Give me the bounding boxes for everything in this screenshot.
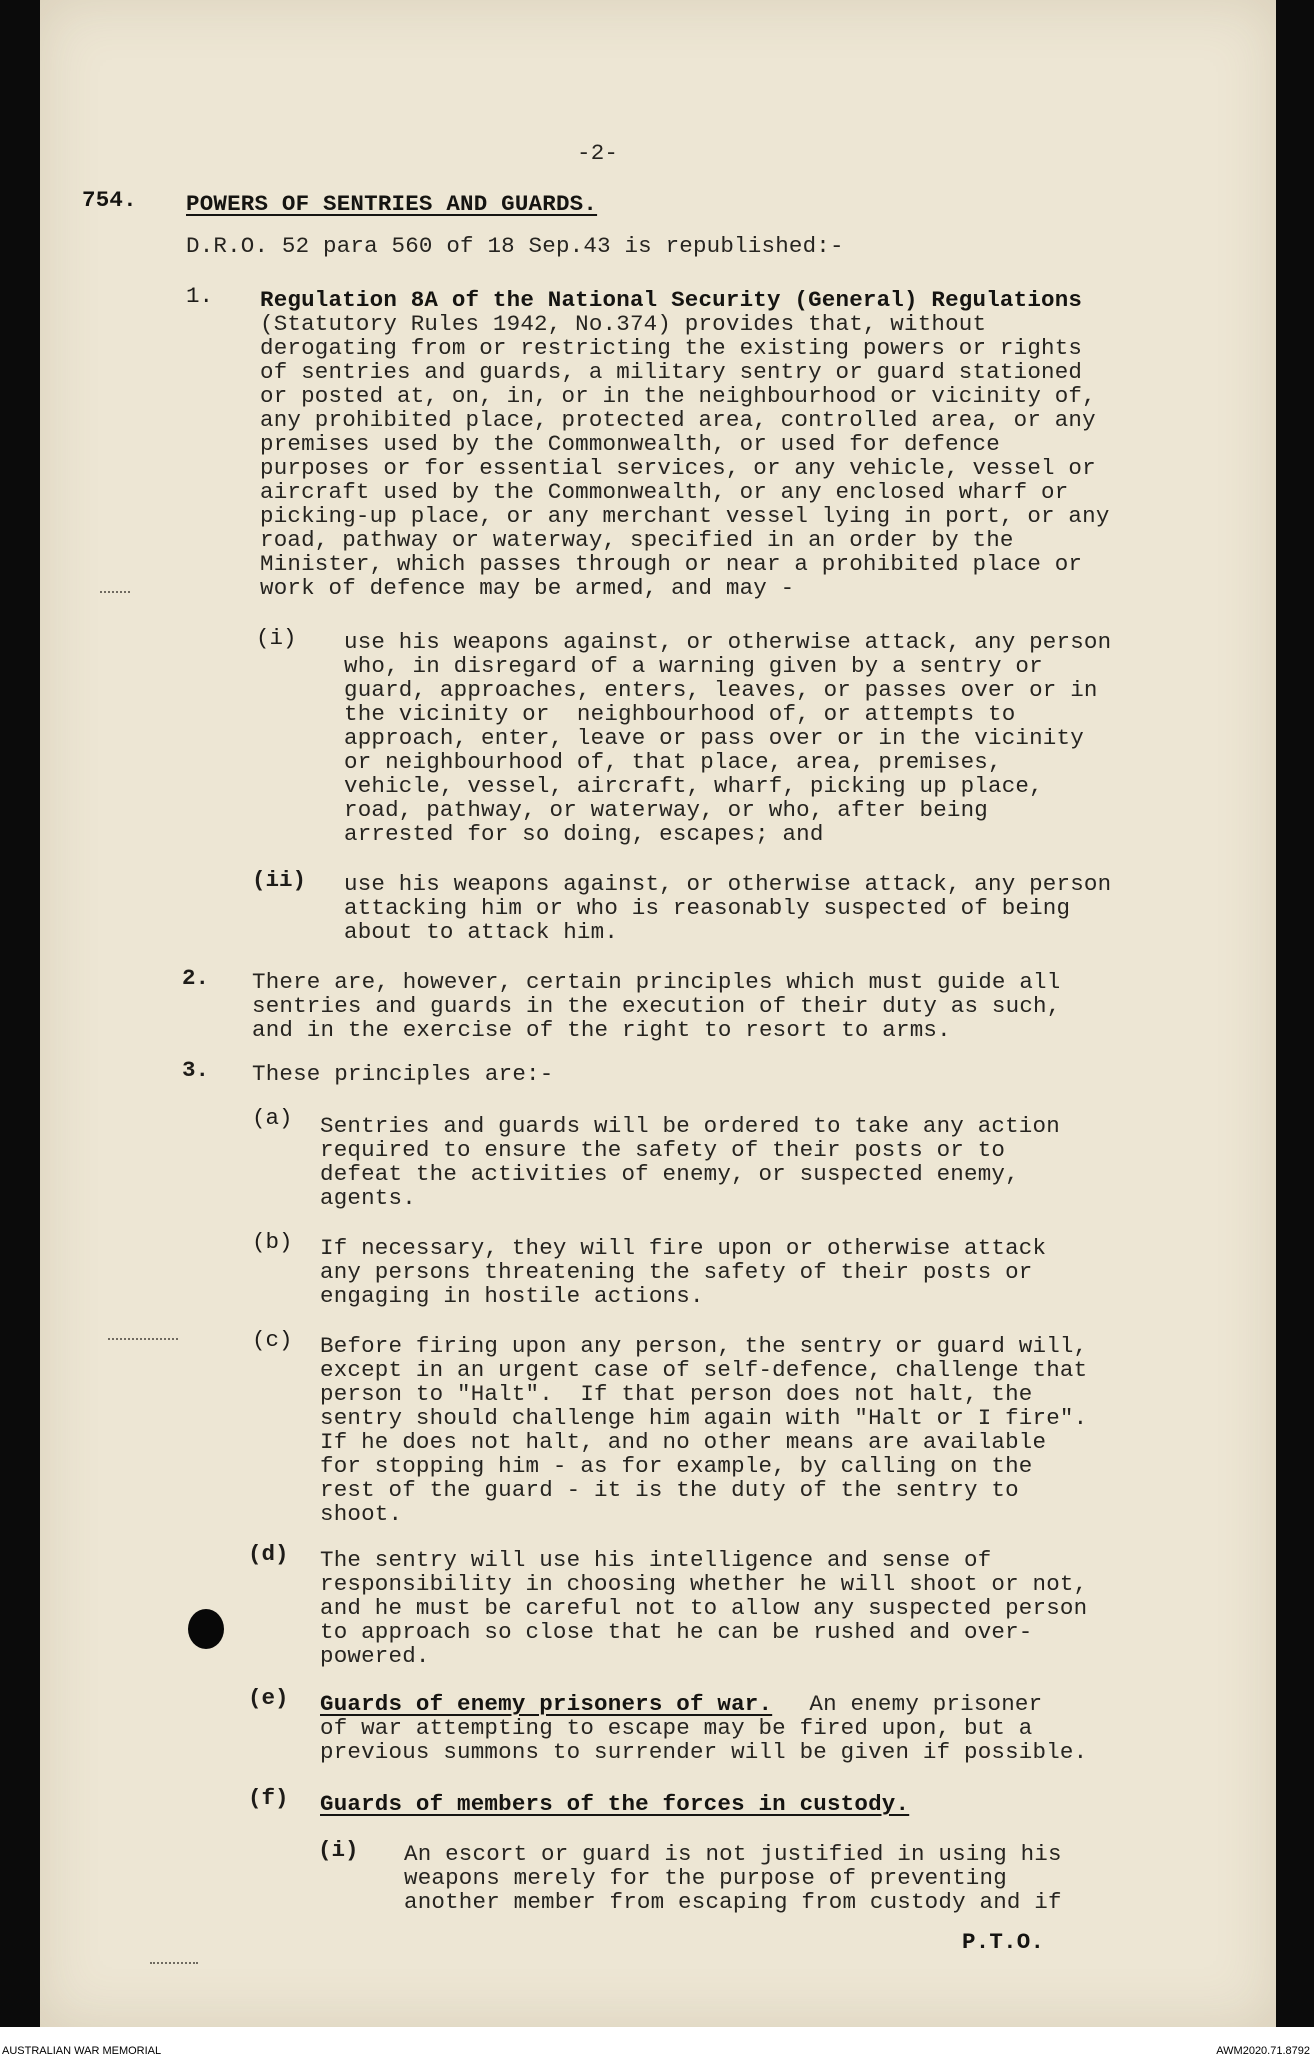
punch-hole	[188, 1609, 224, 1649]
subpara-ii-line: attacking him or who is reasonably suspected of being	[344, 895, 1071, 921]
margin-dots	[108, 1338, 178, 1342]
item-f-i-line: another member from escaping from custody and if	[404, 1889, 1062, 1915]
item-c-label: (c)	[252, 1327, 293, 1353]
item-e-heading: Guards of enemy prisoners of war.	[320, 1691, 773, 1717]
item-e-line: An enemy prisoner	[782, 1691, 1043, 1717]
margin-dots	[150, 1962, 198, 1966]
para-1-line: work of defence may be armed, and may -	[260, 575, 795, 601]
subpara-i-line: approach, enter, leave or pass over or in the vicinity	[344, 725, 1084, 751]
para-2-number: 2.	[182, 965, 210, 991]
item-a-line: agents.	[320, 1185, 416, 1211]
subpara-i-line: or neighbourhood of, that place, area, premises,	[344, 749, 1002, 775]
item-b-line: If necessary, they will fire upon or otherwise attack	[320, 1235, 1047, 1261]
para-1-line: purposes or for essential services, or any vehicle, vessel or	[260, 455, 1096, 481]
item-d-line: responsibility in choosing whether he will shoot or not,	[320, 1571, 1088, 1597]
margin-dots	[100, 591, 130, 595]
para-1-line: any prohibited place, protected area, controlled area, or any	[260, 407, 1096, 433]
subpara-i-line: road, pathway, or waterway, or who, after being	[344, 797, 989, 823]
item-c-line: person to "Halt". If that person does not halt, the	[320, 1381, 1033, 1407]
para-1-line: (Statutory Rules 1942, No.374) provides that, without	[260, 311, 987, 337]
item-a-line: Sentries and guards will be ordered to take any action	[320, 1113, 1060, 1139]
intro-line: D.R.O. 52 para 560 of 18 Sep.43 is republished:-	[186, 233, 844, 259]
item-f-i-label: (i)	[318, 1837, 359, 1863]
item-a-label: (a)	[252, 1105, 293, 1131]
item-c-line: sentry should challenge him again with "Halt or I fire".	[320, 1405, 1088, 1431]
item-d-line: powered.	[320, 1643, 430, 1669]
footer-source: AUSTRALIAN WAR MEMORIAL	[2, 2045, 162, 2057]
item-d-line: to approach so close that he can be rushed and over-	[320, 1619, 1033, 1645]
subpara-i-line: vehicle, vessel, aircraft, wharf, picking up place,	[344, 773, 1043, 799]
footer-reference: AWM2020.71.8792	[1216, 2045, 1310, 2057]
item-f-label: (f)	[248, 1785, 289, 1811]
item-c-line: rest of the guard - it is the duty of the sentry to	[320, 1477, 1019, 1503]
subpara-i-line: use his weapons against, or otherwise attack, any person	[344, 629, 1112, 655]
item-e-line: previous summons to surrender will be given if possible.	[320, 1739, 1088, 1765]
para-1-line: Minister, which passes through or near a prohibited place or	[260, 551, 1083, 577]
archive-footer	[0, 2027, 1314, 2061]
item-a-line: defeat the activities of enemy, or suspected enemy,	[320, 1161, 1019, 1187]
item-d-line: and he must be careful not to allow any suspected person	[320, 1595, 1088, 1621]
para-2-line: There are, however, certain principles which must guide all	[252, 969, 1061, 995]
subpara-i-line: who, in disregard of a warning given by a sentry or	[344, 653, 1043, 679]
para-2-line: sentries and guards in the execution of their duty as such,	[252, 993, 1061, 1019]
subpara-i-label: (i)	[256, 625, 297, 651]
subpara-i-line: the vicinity or neighbourhood of, or attempts to	[344, 701, 1016, 727]
subpara-i-line: arrested for so doing, escapes; and	[344, 821, 824, 847]
para-1-line: Regulation 8A of the National Security (General) Regulations	[260, 287, 1083, 313]
para-1-line: of sentries and guards, a military sentry or guard stationed	[260, 359, 1083, 385]
para-1-number: 1.	[186, 283, 214, 309]
item-f-heading: Guards of members of the forces in custody.	[320, 1791, 910, 1817]
item-b-line: engaging in hostile actions.	[320, 1283, 704, 1309]
section-title: POWERS OF SENTRIES AND GUARDS.	[186, 191, 598, 217]
para-3-lead: These principles are:-	[252, 1061, 554, 1087]
subpara-ii-line: about to attack him.	[344, 919, 619, 945]
item-c-line: Before firing upon any person, the sentry or guard will,	[320, 1333, 1088, 1359]
subpara-ii-label: (ii)	[252, 867, 307, 893]
para-2-line: and in the exercise of the right to resort to arms.	[252, 1017, 951, 1043]
page-number: -2-	[577, 140, 619, 166]
para-1-line: picking-up place, or any merchant vessel lying in port, or any	[260, 503, 1110, 529]
section-number: 754.	[82, 187, 137, 213]
para-1-line: premises used by the Commonwealth, or used for defence	[260, 431, 1000, 457]
subpara-ii-line: use his weapons against, or otherwise attack, any person	[344, 871, 1112, 897]
item-b-line: any persons threatening the safety of their posts or	[320, 1259, 1033, 1285]
para-1-line: derogating from or restricting the existing powers or rights	[260, 335, 1083, 361]
item-e-label: (e)	[248, 1685, 289, 1711]
item-c-line: except in an urgent case of self-defence, challenge that	[320, 1357, 1088, 1383]
item-f-i-line: An escort or guard is not justified in using his	[404, 1841, 1062, 1867]
item-d-label: (d)	[248, 1541, 289, 1567]
item-e-line: of war attempting to escape may be fired upon, but a	[320, 1715, 1033, 1741]
item-a-line: required to ensure the safety of their posts or to	[320, 1137, 1006, 1163]
para-1-line: aircraft used by the Commonwealth, or any enclosed wharf or	[260, 479, 1069, 505]
pto-note: P.T.O.	[962, 1929, 1045, 1955]
para-3-number: 3.	[182, 1057, 210, 1083]
item-f-i-line: weapons merely for the purpose of preventing	[404, 1865, 1007, 1891]
item-c-line: for stopping him - as for example, by calling on the	[320, 1453, 1033, 1479]
item-b-label: (b)	[252, 1229, 293, 1255]
para-1-line: road, pathway or waterway, specified in an order by the	[260, 527, 1014, 553]
para-1-line: or posted at, on, in, or in the neighbourhood or vicinity of,	[260, 383, 1096, 409]
subpara-i-line: guard, approaches, enters, leaves, or passes over or in	[344, 677, 1098, 703]
item-d-line: The sentry will use his intelligence and sense of	[320, 1547, 992, 1573]
item-c-line: If he does not halt, and no other means are available	[320, 1429, 1047, 1455]
item-c-line: shoot.	[320, 1501, 403, 1527]
